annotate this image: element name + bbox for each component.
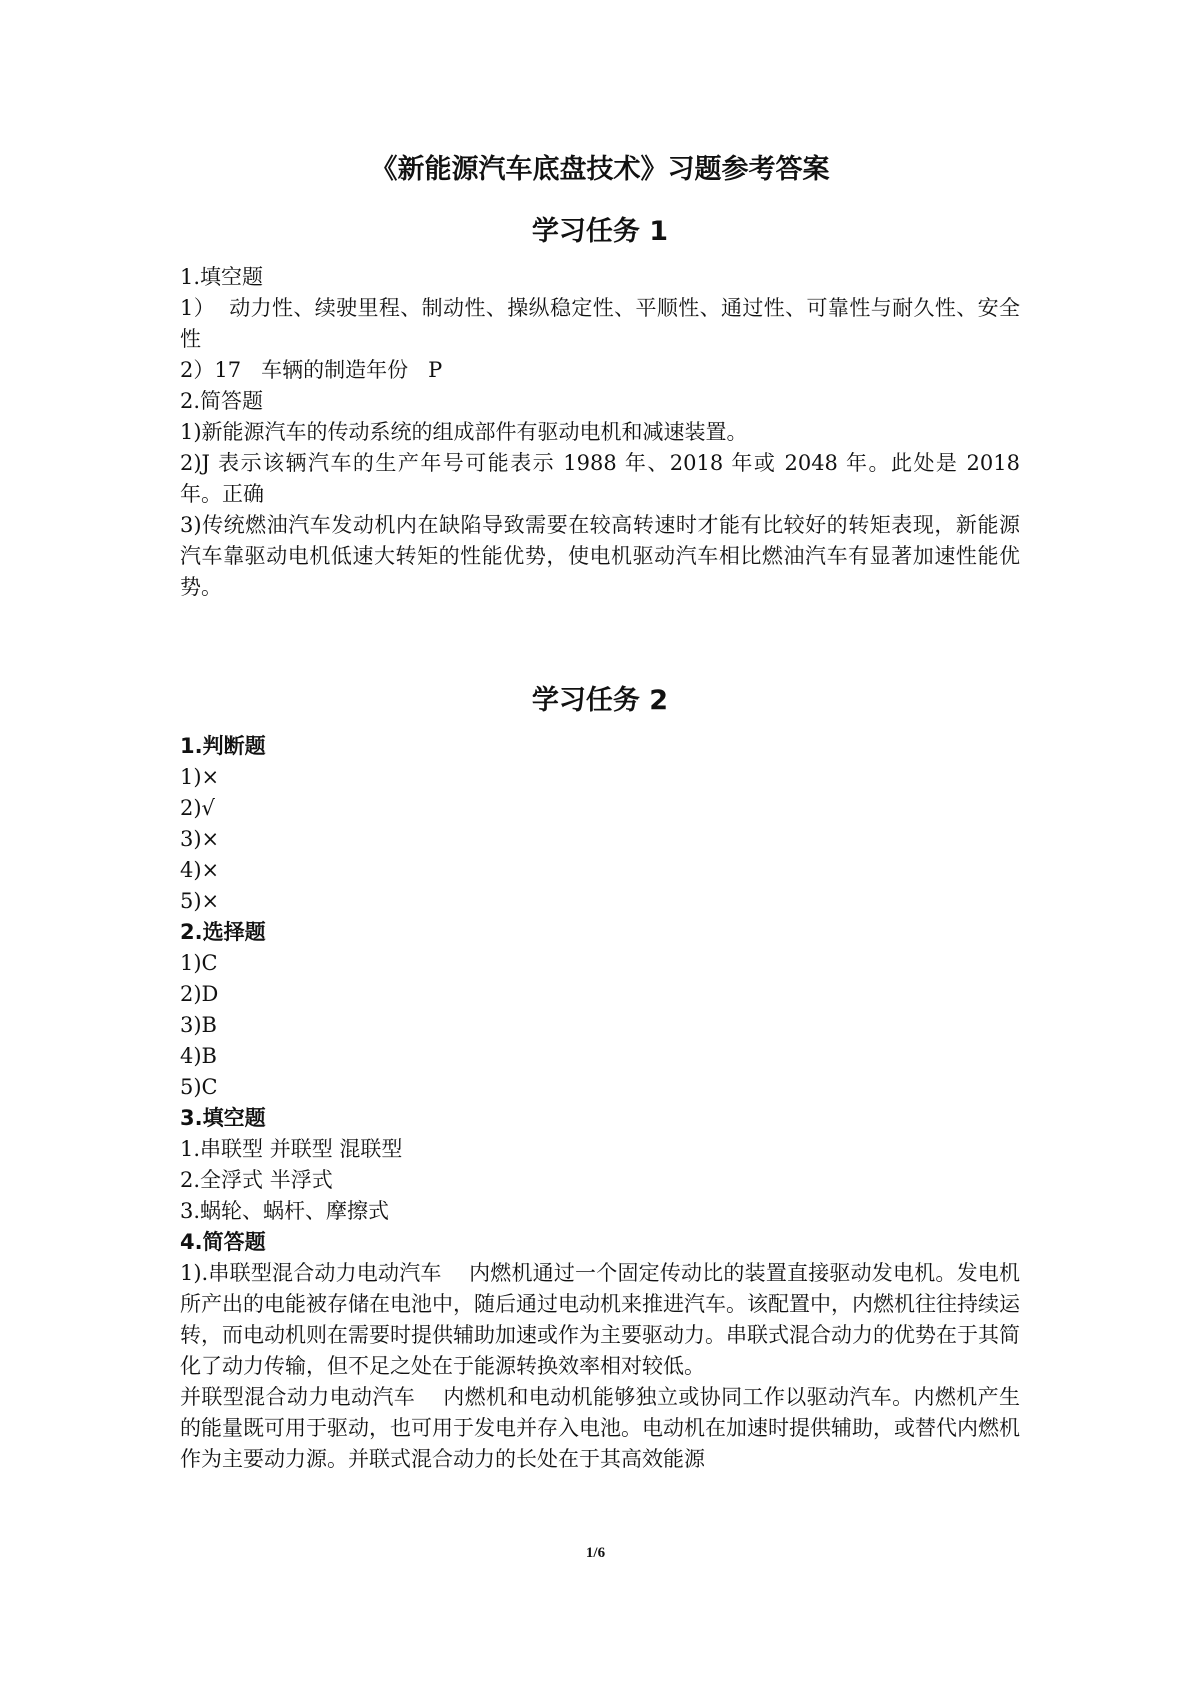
choice-answer: 1)C [180,951,218,975]
fill-answer: 1.串联型 并联型 混联型 [180,1137,403,1161]
fill-answer: 3.蜗轮、蜗杆、摩擦式 [180,1199,390,1223]
task1-line: 2)J 表示该辆汽车的生产年号可能表示 1988 年、2018 年或 2048 年。此处是 2018 年。正确 [180,451,1027,506]
task1-line: 1.填空题 [180,265,264,289]
choice-answer: 3)B [180,1013,217,1037]
page-number: 1/6 [585,1545,606,1561]
judge-answer: 2)√ [180,796,215,820]
task1-line: 2）17 车辆的制造年份 P [180,358,443,382]
short-answer-paragraph: 1).串联型混合动力电动汽车 内燃机通过一个固定传动比的装置直接驱动发电机。发电机所产出的电能被存储在电池中，随后通过电动机来推进汽车。该配置中，内燃机往往持续运转，而电动机则在需要时提供辅助加速或作为主要驱动力。串联式混合动力的优势在于其简化了动力传输，但不足之处在于能源转换效率相对较低。 [180,1261,1020,1378]
task1-heading: 学习任务 1 [531,216,669,247]
short-answer-paragraph: 并联型混合动力电动汽车 内燃机和电动机能够独立或协同工作以驱动汽车。内燃机产生的能量既可用于驱动，也可用于发电并存入电池。电动机在加速时提供辅助，或替代内燃机作为主要动力源。并联式混合动力的长处在于其高效能源 [180,1385,1020,1471]
document-title: 《新能源汽车底盘技术》习题参考答案 [370,154,830,185]
short-answer-title: 4.简答题 [180,1230,266,1254]
choice-answer: 5)C [180,1075,218,1099]
fill-answer: 2.全浮式 半浮式 [180,1168,333,1192]
task1-section [180,262,1027,603]
judge-answer: 1)× [180,765,220,789]
judge-title: 1.判断题 [180,734,266,758]
task1-line: 1） 动力性、续驶里程、制动性、操纵稳定性、平顺性、通过性、可靠性与耐久性、安全性 [180,296,1020,351]
judge-answer: 4)× [180,858,220,882]
choice-answer: 2)D [180,982,219,1006]
judge-answer: 3)× [180,827,220,851]
choice-title: 2.选择题 [180,920,266,944]
judge-answer: 5)× [180,889,220,913]
task1-line: 3)传统燃油汽车发动机内在缺陷导致需要在较高转速时才能有比较好的转矩表现，新能源汽车靠驱动电机低速大转矩的性能优势，使电机驱动汽车相比燃油汽车有显著加速性能优势。 [180,513,1020,599]
document-body [180,152,1027,1475]
task2-section [180,731,1020,1475]
task1-line: 2.简答题 [180,389,264,413]
choice-answer: 4)B [180,1044,217,1068]
task1-line: 1)新能源汽车的传动系统的组成部件有驱动电机和减速装置。 [180,420,748,444]
fill-title: 3.填空题 [180,1106,266,1130]
task2-heading: 学习任务 2 [531,685,669,716]
